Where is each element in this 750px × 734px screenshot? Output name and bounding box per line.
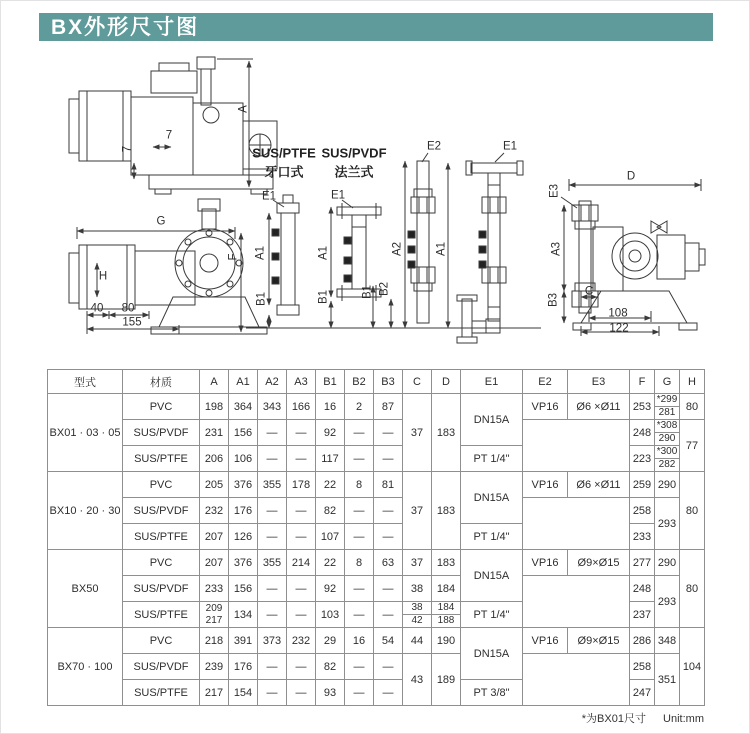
table-cell: —	[258, 576, 287, 602]
table-cell: 107	[316, 524, 345, 550]
table-cell: 37	[403, 394, 432, 472]
table-cell	[655, 420, 680, 446]
dim-label: E3	[548, 183, 561, 199]
table-cell: —	[345, 420, 374, 446]
table-cell: —	[345, 446, 374, 472]
table-cell: 207	[200, 524, 229, 550]
table-cell: PT 1/4"	[461, 602, 523, 628]
table-cell: —	[258, 654, 287, 680]
table-cell: —	[258, 420, 287, 446]
column-header: A3	[287, 370, 316, 394]
table-cell: 290	[655, 550, 680, 576]
column-header: B1	[316, 370, 345, 394]
table-cell	[655, 446, 680, 472]
table-cell: 258	[630, 654, 655, 680]
table-cell: 239	[200, 654, 229, 680]
table-cell: 233	[200, 576, 229, 602]
column-header: 型式	[48, 370, 123, 394]
table-cell: SUS/PTFE	[123, 602, 200, 628]
table-row	[48, 576, 705, 602]
split-value: 281	[658, 407, 676, 418]
table-cell: 293	[655, 576, 680, 628]
drawing-caption: 牙口式	[264, 164, 304, 180]
table-cell: —	[287, 680, 316, 706]
table-cell	[655, 394, 680, 420]
table-cell: 218	[200, 628, 229, 654]
dim-label: A1	[435, 241, 448, 257]
column-header: A2	[258, 370, 287, 394]
dim-label: A	[237, 105, 250, 113]
table-cell: PT 1/4"	[461, 524, 523, 550]
table-cell	[200, 602, 229, 628]
table-cell: 156	[229, 576, 258, 602]
dim-label: B1	[361, 284, 374, 300]
table-cell: 355	[258, 550, 287, 576]
table-cell: 8	[345, 472, 374, 498]
dim-label: A3	[550, 241, 563, 257]
dim-label: 7	[121, 145, 134, 153]
table-cell	[523, 654, 630, 706]
table-cell: —	[258, 680, 287, 706]
table-row	[48, 472, 705, 498]
table-cell: 81	[374, 472, 403, 498]
column-header: B3	[374, 370, 403, 394]
table-cell: 8	[345, 550, 374, 576]
table-cell	[523, 498, 630, 550]
unit-label: Unit:mm	[663, 713, 704, 725]
table-cell: —	[258, 602, 287, 628]
dim-label: F	[227, 253, 240, 261]
table-cell: 183	[432, 472, 461, 550]
table-cell: 92	[316, 420, 345, 446]
table-row	[48, 498, 705, 524]
table-cell: —	[374, 654, 403, 680]
column-header: D	[432, 370, 461, 394]
table-cell: —	[374, 680, 403, 706]
column-header: E2	[523, 370, 568, 394]
table-cell: 104	[680, 628, 705, 706]
table-cell: 156	[229, 420, 258, 446]
dim-label: H	[98, 270, 108, 283]
table-cell: VP16	[523, 472, 568, 498]
table-cell: VP16	[523, 550, 568, 576]
table-cell: 198	[200, 394, 229, 420]
dim-label: 108	[608, 307, 628, 320]
table-cell: 343	[258, 394, 287, 420]
drawing-caption: SUS/PVDF	[321, 145, 387, 161]
split-value: 38	[403, 602, 431, 615]
model-cell: BX70 · 100	[48, 628, 123, 706]
drawing-linework	[1, 1, 750, 367]
dim-label: 80	[121, 302, 135, 315]
table-cell: PVC	[123, 472, 200, 498]
table-cell: 54	[374, 628, 403, 654]
pump-side-view	[69, 57, 277, 194]
title-bar	[39, 13, 713, 41]
table-cell: 80	[680, 472, 705, 550]
table-cell: Ø6 ×Ø11	[568, 394, 630, 420]
column-header: B2	[345, 370, 374, 394]
table-cell: —	[374, 524, 403, 550]
table-cell: 259	[630, 472, 655, 498]
table-cell: 92	[316, 576, 345, 602]
valve-assembly-e2	[373, 153, 435, 328]
column-header: G	[655, 370, 680, 394]
table-cell: —	[345, 576, 374, 602]
table-cell	[523, 420, 630, 472]
column-header: 材质	[123, 370, 200, 394]
table-cell: SUS/PVDF	[123, 654, 200, 680]
table-cell: 355	[258, 472, 287, 498]
table-cell: 206	[200, 446, 229, 472]
table-cell: 37	[403, 550, 432, 576]
table-row	[48, 550, 705, 576]
table-cell: Ø9×Ø15	[568, 628, 630, 654]
table-cell: 293	[655, 498, 680, 550]
table-cell: —	[345, 498, 374, 524]
table-cell: 176	[229, 654, 258, 680]
table-cell: 214	[287, 550, 316, 576]
drawing-caption: SUS/PTFE	[252, 145, 316, 161]
dim-label: D	[626, 170, 636, 183]
table-cell: 154	[229, 680, 258, 706]
table-cell	[403, 602, 432, 628]
table-cell: 82	[316, 498, 345, 524]
split-value: 209	[205, 602, 223, 614]
table-cell: 348	[655, 628, 680, 654]
table-cell: 376	[229, 472, 258, 498]
dim-label: 155	[122, 316, 142, 329]
table-cell: DN15A	[461, 394, 523, 446]
table-cell: 184	[432, 576, 461, 602]
table-cell: 248	[630, 576, 655, 602]
column-header: E3	[568, 370, 630, 394]
table-body	[48, 394, 705, 706]
dim-label: 122	[609, 322, 629, 335]
table-cell: —	[374, 420, 403, 446]
table-cell	[523, 576, 630, 628]
table-cell: 22	[316, 472, 345, 498]
column-header: F	[630, 370, 655, 394]
table-row	[48, 420, 705, 446]
table-cell: 103	[316, 602, 345, 628]
table-cell: —	[345, 602, 374, 628]
table-cell: —	[258, 446, 287, 472]
model-cell: BX10 · 20 · 30	[48, 472, 123, 550]
split-value: 188	[437, 615, 455, 626]
table-cell: VP16	[523, 394, 568, 420]
table-cell: —	[287, 576, 316, 602]
drawing-caption: 法兰式	[334, 164, 374, 180]
dimension-table	[47, 369, 705, 706]
split-value: 184	[432, 602, 460, 615]
table-cell: 277	[630, 550, 655, 576]
column-header: A	[200, 370, 229, 394]
table-cell: DN15A	[461, 472, 523, 524]
table-cell: PVC	[123, 550, 200, 576]
table-cell: 232	[200, 498, 229, 524]
header-row	[48, 370, 705, 394]
split-value: 217	[205, 614, 223, 626]
dim-label: 7	[165, 129, 173, 142]
table-cell: 258	[630, 498, 655, 524]
table-cell: 16	[316, 394, 345, 420]
split-value: *308	[656, 420, 678, 431]
table-cell: —	[374, 602, 403, 628]
table-cell: 166	[287, 394, 316, 420]
table-cell: 43	[403, 654, 432, 706]
dim-label: E1	[261, 190, 277, 203]
column-header: H	[680, 370, 705, 394]
table-cell: 87	[374, 394, 403, 420]
table-cell: 373	[258, 628, 287, 654]
split-value: 290	[658, 433, 676, 444]
table-cell: 22	[316, 550, 345, 576]
table-cell: 232	[287, 628, 316, 654]
dim-label: G	[156, 215, 166, 228]
table-cell: 376	[229, 550, 258, 576]
table-cell: 37	[403, 472, 432, 550]
table-cell: —	[345, 680, 374, 706]
table-cell: 290	[655, 472, 680, 498]
table-cell: 93	[316, 680, 345, 706]
table-cell: —	[258, 498, 287, 524]
column-header: C	[403, 370, 432, 394]
table-cell: 176	[229, 498, 258, 524]
dim-label: B3	[547, 292, 560, 308]
table-cell: 207	[200, 550, 229, 576]
split-value: *299	[656, 394, 678, 405]
table-cell: 106	[229, 446, 258, 472]
table-cell: —	[287, 498, 316, 524]
table-cell: SUS/PTFE	[123, 524, 200, 550]
table-cell: —	[374, 576, 403, 602]
table-cell: 351	[655, 654, 680, 706]
column-header: E1	[461, 370, 523, 394]
table-cell: 126	[229, 524, 258, 550]
table-cell: 248	[630, 420, 655, 446]
model-cell: BX01 · 03 · 05	[48, 394, 123, 472]
dim-label: C	[584, 285, 594, 298]
table-cell: SUS/PVDF	[123, 498, 200, 524]
table-cell: —	[287, 420, 316, 446]
table-cell: 247	[630, 680, 655, 706]
table-cell: DN15A	[461, 628, 523, 680]
split-value: 282	[658, 459, 676, 470]
table-cell: SUS/PVDF	[123, 420, 200, 446]
table-cell: 63	[374, 550, 403, 576]
split-value: *300	[656, 446, 678, 457]
table-cell: —	[374, 446, 403, 472]
dim-label: E2	[426, 140, 442, 153]
split-value: 42	[411, 615, 423, 626]
table-cell: —	[374, 498, 403, 524]
table-cell: 205	[200, 472, 229, 498]
table-cell: 231	[200, 420, 229, 446]
footer-note	[568, 710, 704, 726]
valve-assembly-e1-tall	[448, 153, 523, 343]
table-cell: 217	[200, 680, 229, 706]
dim-label: A1	[254, 245, 267, 261]
table-cell: PVC	[123, 628, 200, 654]
table-cell: Ø9×Ø15	[568, 550, 630, 576]
table-cell: 183	[432, 550, 461, 576]
table-cell: —	[287, 654, 316, 680]
valve-assembly-threaded	[269, 195, 299, 328]
dim-label: E1	[330, 189, 346, 202]
table-cell: SUS/PTFE	[123, 446, 200, 472]
table-cell: 253	[630, 394, 655, 420]
dim-label: A2	[391, 241, 404, 257]
table-cell: 391	[229, 628, 258, 654]
column-header: A1	[229, 370, 258, 394]
dim-label: A1	[317, 245, 330, 261]
table-cell: —	[287, 602, 316, 628]
dim-label: E1	[502, 140, 518, 153]
table-cell: SUS/PVDF	[123, 576, 200, 602]
table-cell: 29	[316, 628, 345, 654]
table-cell: 82	[316, 654, 345, 680]
table-cell: DN15A	[461, 550, 523, 602]
dim-label: B1	[317, 289, 330, 305]
table-row	[48, 628, 705, 654]
table-cell: 16	[345, 628, 374, 654]
table-cell: 117	[316, 446, 345, 472]
page-title: BX外形尺寸图	[51, 15, 200, 39]
table-cell: SUS/PTFE	[123, 680, 200, 706]
table-cell: 223	[630, 446, 655, 472]
table-cell: 189	[432, 654, 461, 706]
table-cell	[432, 602, 461, 628]
table-row	[48, 654, 705, 680]
table-cell: PT 1/4"	[461, 446, 523, 472]
table-cell: 80	[680, 550, 705, 628]
table-cell: —	[287, 524, 316, 550]
asterisk-note: *为BX01尺寸	[581, 713, 646, 725]
dim-label: B1	[255, 291, 268, 307]
table-cell: —	[345, 654, 374, 680]
table-cell: 233	[630, 524, 655, 550]
pump-top-view	[561, 179, 705, 336]
table-cell: 80	[680, 394, 705, 420]
table-cell: Ø6 ×Ø11	[568, 472, 630, 498]
table-cell: 183	[432, 394, 461, 472]
table-header	[48, 370, 705, 394]
model-cell: BX50	[48, 550, 123, 628]
table-cell: 2	[345, 394, 374, 420]
table-cell: 44	[403, 628, 432, 654]
table-cell: 77	[680, 420, 705, 472]
table-cell: VP16	[523, 628, 568, 654]
dim-label: B2	[378, 281, 391, 297]
table-row	[48, 394, 705, 420]
table-cell: 38	[403, 576, 432, 602]
table-cell: 364	[229, 394, 258, 420]
table-cell: —	[287, 446, 316, 472]
table-cell: 134	[229, 602, 258, 628]
table-cell: 286	[630, 628, 655, 654]
table-cell: —	[258, 524, 287, 550]
table-cell: 178	[287, 472, 316, 498]
dimension-drawing	[1, 1, 750, 367]
dim-label: 40	[90, 302, 104, 315]
table-cell: 190	[432, 628, 461, 654]
table-cell: PT 3/8"	[461, 680, 523, 706]
table-cell: 237	[630, 602, 655, 628]
table-cell: —	[345, 524, 374, 550]
table-cell: PVC	[123, 394, 200, 420]
